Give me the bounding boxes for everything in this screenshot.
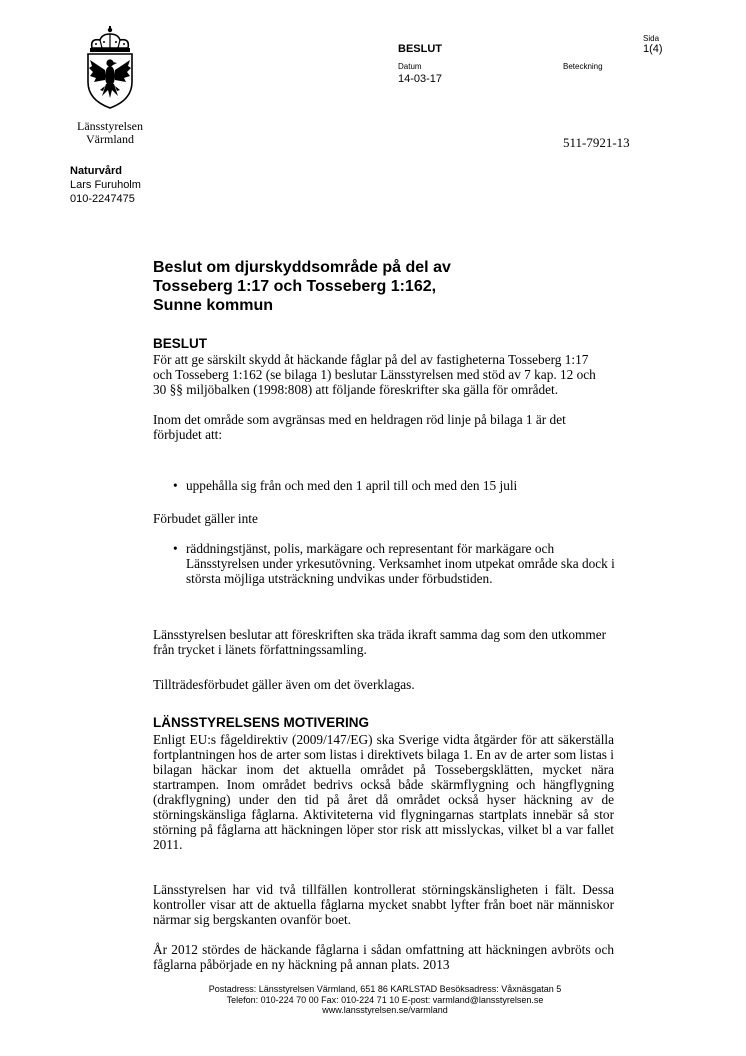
footer-contact-info: Telefon: 010-224 70 00 Fax: 010-224 71 10 E-post: varmland@lansstyrelsen.se (226, 994, 544, 1005)
list-item (153, 478, 623, 493)
document-type: BESLUT (398, 43, 442, 55)
organization-name-line1: Länsstyrelsen (77, 119, 143, 133)
decision-paragraph-2: Inom det område som avgränsas med en heldragen röd linje på bilaga 1 är det förbjudet att: (153, 412, 566, 442)
date-label: Datum (398, 62, 422, 71)
list-item (153, 541, 623, 586)
motivation-heading: LÄNSSTYRELSENS MOTIVERING (153, 715, 370, 730)
title-line: Sunne kommun (153, 297, 274, 314)
decision-paragraph-1: För att ge särskilt skydd åt häckande fåglar på del av fastigheterna Tosseberg 1:17 och Tosseberg 1:162 (se bilaga 1) beslutar Länsstyrelsen med stöd av 7 kap. 12 och 30 §§ miljöbalken (1998:808) att följande föreskrifter ska gälla för området. (153, 352, 596, 397)
motivation-paragraph-1: Enligt EU:s fågeldirektiv (2009/147/EG) ska Sverige vidta åtgärder för att säkerställa fortplantningen hos de arter som listas i direktivets bilaga 1. En av de arter som listas i bilagan häckar inom det aktuella området på Tossebergsklätten, mycket nära startrampen. Inom området bedrivs också både skärmflygning och hängflygning (drakflygning) under den tid på året då området också hyser häckning av de störningskänsliga fåglarna. Aktiviteterna vid flygningarnas startplats innebär så stor störning på fåglarna att häckningen löper stor risk att misslyckas, vilket bl a var fallet 2011. (153, 732, 614, 852)
county-coat-of-arms-logo (80, 26, 140, 110)
reference-value: 511-7921-13 (563, 135, 630, 150)
exception-list (153, 541, 623, 586)
footer-postal-address: Postadress: Länsstyrelsen Värmland, 651 86 KARLSTAD Besöksadress: Våxnäsgatan 5 (208, 984, 562, 994)
appeal-paragraph: Tillträdesförbudet gäller även om det överklagas. (153, 677, 415, 692)
organization-name-line2: Värmland (86, 132, 134, 146)
bullet-icon: • (173, 478, 178, 493)
motivation-paragraph-2: Länsstyrelsen har vid två tillfällen kontrollerat störningskänsligheten i fält. Dessa kontroller visar att de aktuella fåglarna mycket snabbt lyfter från boet när människor närmar sig bergskanten ovanför boet. (153, 882, 614, 927)
department-name: Naturvård (70, 165, 122, 177)
prohibition-list (153, 478, 623, 493)
exception-intro: Förbudet gäller inte (153, 511, 258, 526)
page-value: 1(4) (643, 43, 663, 55)
contact-phone: 010-2247475 (70, 193, 135, 205)
prohibition-text: uppehålla sig från och med den 1 april till och med den 15 juli (186, 478, 518, 493)
reference-label: Beteckning (563, 62, 603, 71)
contact-block (70, 164, 141, 206)
organization-name (62, 120, 158, 146)
contact-person: Lars Furuholm (70, 179, 141, 191)
exception-text: räddningstjänst, polis, markägare och representant för markägare och Länsstyrelsen under yrkesutövning. Verksamhet inom utpekat område ska dock i största möjliga utsträckning undvikas under förbudstiden. (186, 541, 615, 586)
page-label: Sida (643, 34, 660, 43)
page-footer (150, 984, 620, 1016)
footer-website: www.lansstyrelsen.se/varmland (322, 1005, 448, 1015)
decision-heading: BESLUT (153, 336, 207, 351)
date-value: 14-03-17 (398, 73, 443, 85)
motivation-paragraph-3: År 2012 stördes de häckande fåglarna i sådan omfattning att häckningen avbröts och fåglarna påbörjade en ny häckning på annan plats. 2013 (153, 942, 614, 972)
document-title (153, 258, 553, 315)
bullet-icon: • (173, 541, 178, 556)
title-line: Tosseberg 1:17 och Tosseberg 1:162, (153, 278, 437, 295)
effective-date-paragraph: Länsstyrelsen beslutar att föreskriften ska träda ikraft samma dag som den utkommer från trycket i länets författningssamling. (153, 627, 607, 657)
title-line: Beslut om djurskyddsområde på del av (153, 259, 451, 276)
